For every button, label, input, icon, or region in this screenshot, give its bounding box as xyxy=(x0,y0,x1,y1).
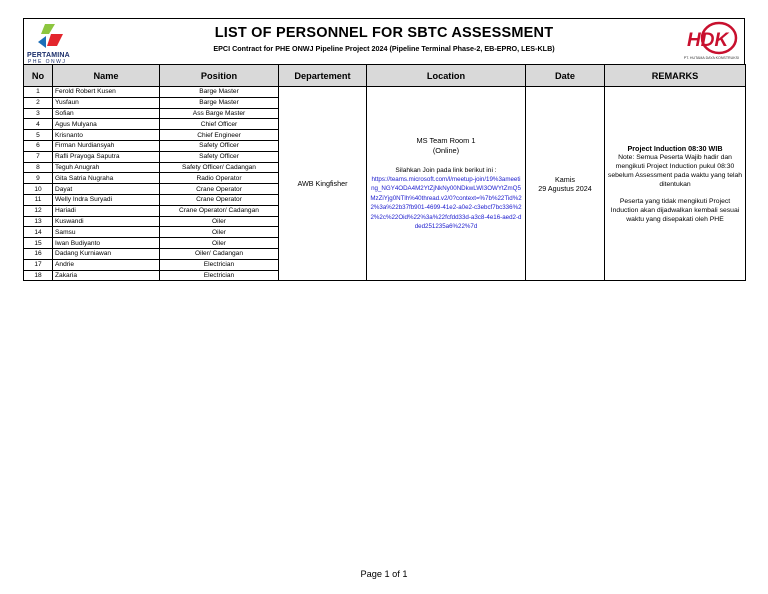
row-number: 10 xyxy=(24,184,53,195)
document-header xyxy=(23,18,745,64)
personnel-position: Oiler/ Cadangan xyxy=(160,248,279,259)
personnel-position: Safety Officer/ Cadangan xyxy=(160,162,279,173)
date-full: 29 Agustus 2024 xyxy=(538,183,592,193)
row-number: 12 xyxy=(24,205,53,216)
remarks-note-rescheduling: Peserta yang tidak mengikuti Project Induction akan dijadwalkan kembali sesuai waktu yang disepakati oleh PHE xyxy=(610,197,740,223)
row-number: 16 xyxy=(24,248,53,259)
pertamina-brand-text: PERTAMINA xyxy=(27,52,70,59)
personnel-position: Crane Operator xyxy=(160,194,279,205)
row-number: 14 xyxy=(24,227,53,238)
table-row xyxy=(24,87,746,98)
column-header-name: Name xyxy=(53,65,160,87)
personnel-table xyxy=(23,64,746,281)
document-sheet xyxy=(23,18,745,281)
row-number: 18 xyxy=(24,270,53,281)
location-mode: (Online) xyxy=(432,145,460,155)
location-room: MS Team Room 1 xyxy=(416,135,476,145)
remarks-title: Project Induction 08:30 WIB xyxy=(627,143,723,153)
personnel-name: Ferold Robert Kusen xyxy=(53,87,160,98)
personnel-position: Oiler xyxy=(160,238,279,249)
row-number: 7 xyxy=(24,151,53,162)
hdk-logo-letters: HDK xyxy=(687,30,729,51)
personnel-name: Welly Indra Suryadi xyxy=(53,194,160,205)
personnel-position: Radio Operator xyxy=(160,173,279,184)
personnel-position: Oiler xyxy=(160,227,279,238)
personnel-name: Dayat xyxy=(53,184,160,195)
personnel-name: Teguh Anugrah xyxy=(53,162,160,173)
row-number: 17 xyxy=(24,259,53,270)
personnel-name: Gita Satria Nugraha xyxy=(53,173,160,184)
column-header-department: Departement xyxy=(279,65,367,87)
department-cell: AWB Kingfisher xyxy=(279,87,367,281)
personnel-position: Chief Officer xyxy=(160,119,279,130)
personnel-name: Firman Nurdiansyah xyxy=(53,140,160,151)
personnel-position: Safety Officer xyxy=(160,151,279,162)
personnel-position: Electrician xyxy=(160,270,279,281)
personnel-name: Hariadi xyxy=(53,205,160,216)
row-number: 9 xyxy=(24,173,53,184)
table-header-row xyxy=(24,65,746,87)
row-number: 15 xyxy=(24,238,53,249)
page-number: Page 1 of 1 xyxy=(360,569,408,579)
teams-meeting-link[interactable]: https://teams.microsoft.com/l/meetup-join/19%3ameeting_NGY4ODA4M2YtZjNkNy00NDkwLWI3OWYtZmQ5MzZiYjg0NTlh%40thread.v2/0?context=%7b%22Tid%22%3a%22b37fb901-4699-41e2-a0e2-c3ebcf7bc336%22%2c%22Oid%22%3a%22fcfdd33d-a3c8-4e16-aed2-dded251235a6%22%7d xyxy=(370,175,522,230)
row-number: 5 xyxy=(24,130,53,141)
location-cell xyxy=(367,87,526,281)
personnel-name: Rafli Prayoga Saputra xyxy=(53,151,160,162)
row-number: 13 xyxy=(24,216,53,227)
date-cell xyxy=(526,87,605,281)
column-header-date: Date xyxy=(526,65,605,87)
row-number: 2 xyxy=(24,97,53,108)
personnel-name: Samsu xyxy=(53,227,160,238)
personnel-name: Andrie xyxy=(53,259,160,270)
hdk-logo xyxy=(681,21,741,63)
column-header-no: No xyxy=(24,65,53,87)
document-title: LIST OF PERSONNEL FOR SBTC ASSESSMENT xyxy=(214,25,554,41)
row-number: 4 xyxy=(24,119,53,130)
location-instruction: Silahkan Join pada link berikut ini : xyxy=(395,166,497,174)
date-day: Kamis xyxy=(555,174,575,184)
personnel-position: Barge Master xyxy=(160,87,279,98)
row-number: 11 xyxy=(24,194,53,205)
row-number: 6 xyxy=(24,140,53,151)
remarks-cell xyxy=(605,87,746,281)
pertamina-sub-text: PHE ONWJ xyxy=(28,59,67,65)
personnel-position: Electrician xyxy=(160,259,279,270)
hdk-logo-caption: PT. HUTAMA DAYA KONSTRUKSI xyxy=(683,56,739,60)
row-number: 8 xyxy=(24,162,53,173)
column-header-position: Position xyxy=(160,65,279,87)
personnel-name: Yusfaun xyxy=(53,97,160,108)
personnel-name: Sofian xyxy=(53,108,160,119)
personnel-position: Crane Operator xyxy=(160,184,279,195)
remarks-note: Note: Semua Peserta Wajib hadir dan mengikuti Project Induction pukul 08:30 sebelum Assessment pada waktu yang telah ditentukan xyxy=(607,153,743,188)
row-number: 1 xyxy=(24,87,53,98)
personnel-position: Ass Barge Master xyxy=(160,108,279,119)
personnel-position: Safety Officer xyxy=(160,140,279,151)
personnel-name: Agus Mulyana xyxy=(53,119,160,130)
personnel-name: Krisnanto xyxy=(53,130,160,141)
personnel-name: Iwan Budiyanto xyxy=(53,238,160,249)
column-header-location: Location xyxy=(367,65,526,87)
document-subtitle: EPCI Contract for PHE ONWJ Pipeline Project 2024 (Pipeline Terminal Phase-2, EB-EPRO, LES-KLB) xyxy=(213,44,555,53)
personnel-position: Barge Master xyxy=(160,97,279,108)
personnel-name: Dadang Kurniawan xyxy=(53,248,160,259)
personnel-name: Kuswandi xyxy=(53,216,160,227)
personnel-position: Oiler xyxy=(160,216,279,227)
row-number: 3 xyxy=(24,108,53,119)
personnel-name: Zakaria xyxy=(53,270,160,281)
personnel-position: Chief Engineer xyxy=(160,130,279,141)
hdk-logo-icon xyxy=(681,21,739,57)
column-header-remarks: REMARKS xyxy=(605,65,746,87)
personnel-position: Crane Operator/ Cadangan xyxy=(160,205,279,216)
